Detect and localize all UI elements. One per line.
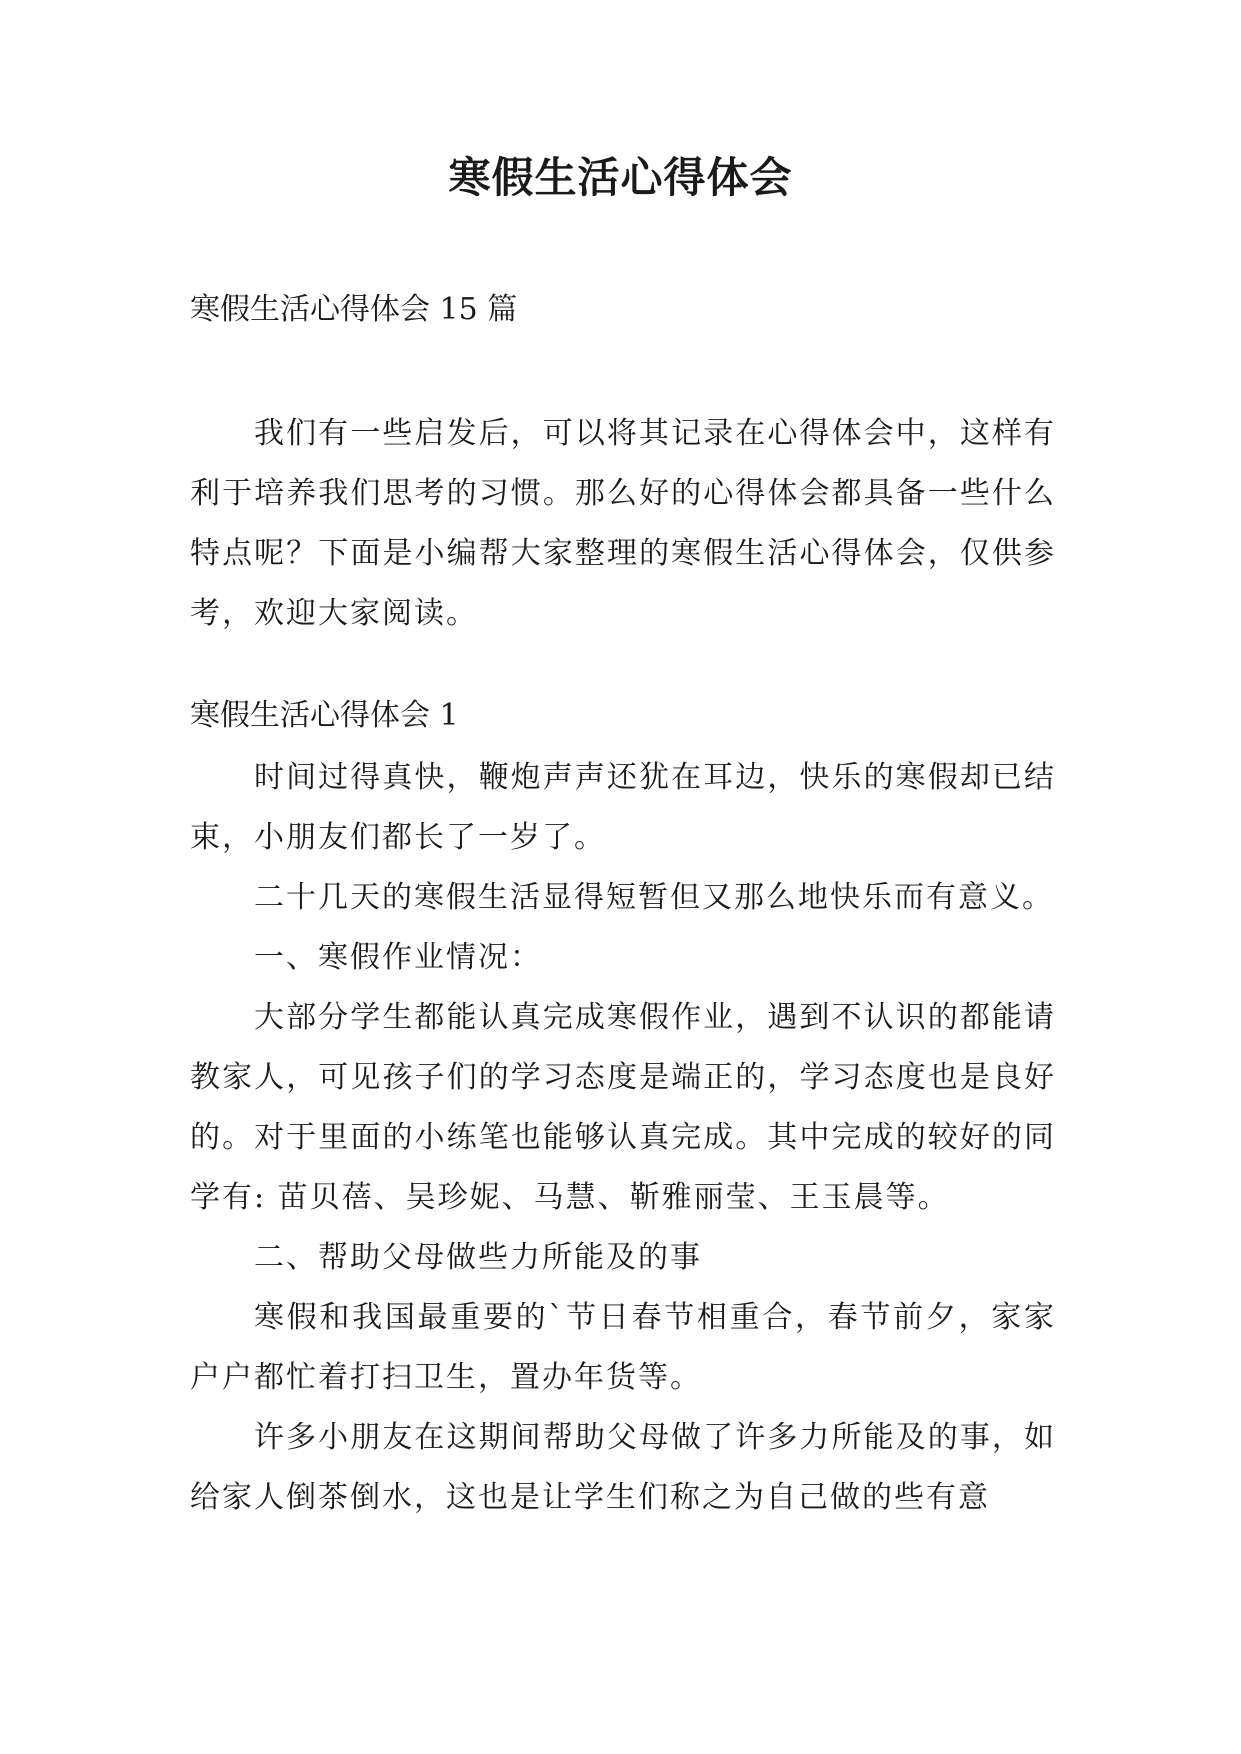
section-title: 寒假生活心得体会 1	[190, 698, 459, 733]
intro-paragraph: 我们有一些启发后，可以将其记录在心得体会中，这样有利于培养我们思考的习惯。那么好的心得体会都具备一些什么特点呢？下面是小编帮大家整理的寒假生活心得体会，仅供参考，欢迎大家阅读。	[190, 416, 1056, 631]
paragraph: 大部分学生都能认真完成寒假作业，遇到不认识的都能请教家人，可见孩子们的学习态度是端正的，学习态度也是良好的。对于里面的小练笔也能够认真完成。其中完成的较好的同学有: 苗贝蓓、吴珍妮、马慧、靳雅丽莹、王玉晨等。	[190, 1000, 1056, 1215]
subheading-help-parents: 二、帮助父母做些力所能及的事	[254, 1240, 702, 1275]
paragraph: 寒假和我国最重要的`节日春节相重合，春节前夕，家家户户都忙着打扫卫生，置办年货等。	[190, 1300, 1056, 1395]
paragraph: 二十几天的寒假生活显得短暂但又那么地快乐而有意义。	[254, 880, 1054, 915]
paragraph: 许多小朋友在这期间帮助父母做了许多力所能及的事，如给家人倒茶倒水，这也是让学生们称之为自己做的些有意	[190, 1420, 1056, 1515]
subheading-homework: 一、寒假作业情况：	[254, 940, 542, 975]
section-1	[190, 694, 1056, 1528]
document-subtitle: 寒假生活心得体会 15 篇	[190, 292, 518, 327]
document-title: 寒假生活心得体会	[448, 153, 793, 202]
paragraph: 时间过得真快，鞭炮声声还犹在耳边，快乐的寒假却已结束，小朋友们都长了一岁了。	[190, 760, 1056, 855]
